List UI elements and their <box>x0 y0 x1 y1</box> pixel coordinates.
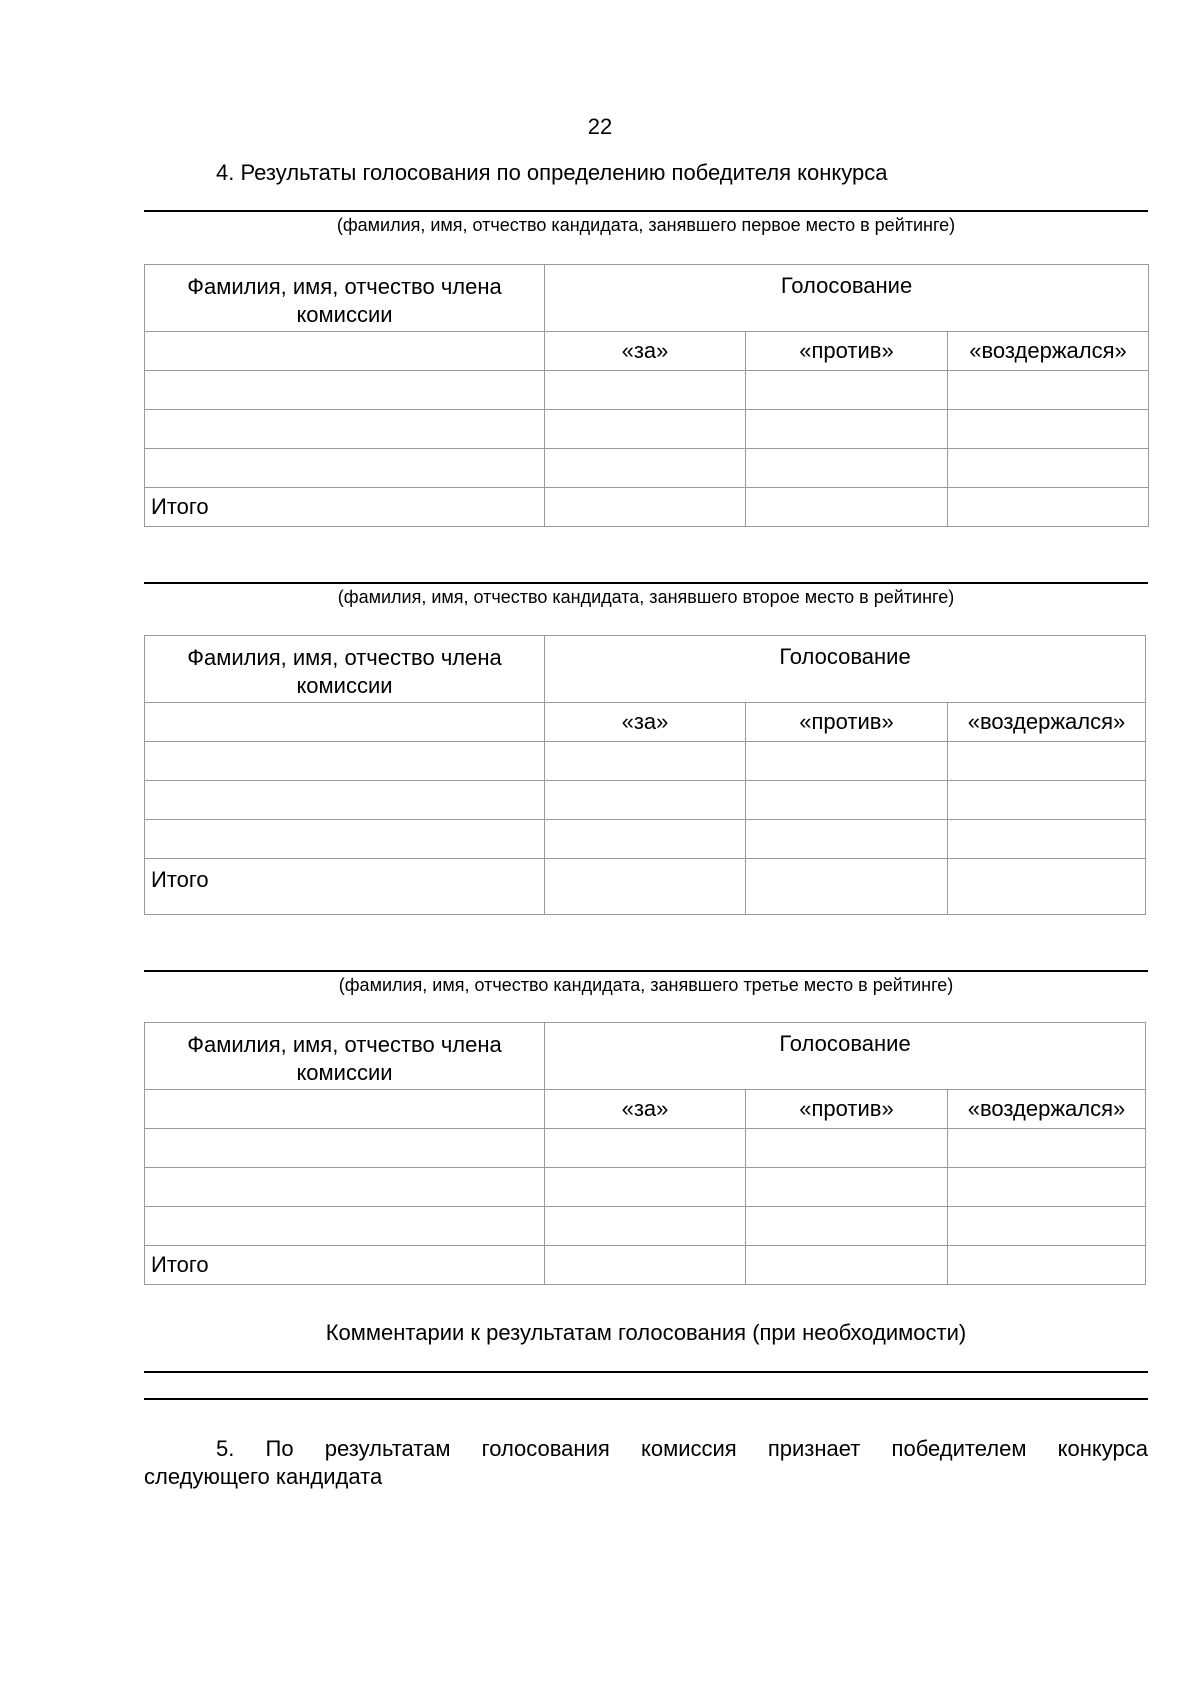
section-5-line-1: 5. По результатам голосования комиссия признает победителем конкурса <box>216 1436 1148 1461</box>
table-row <box>145 1168 1146 1207</box>
comments-title: Комментарии к результатам голосования (при необходимости) <box>325 1320 967 1345</box>
vote-for-header: «за» <box>545 1090 746 1129</box>
candidate-2-name-line <box>144 582 1148 584</box>
vote-for-header: «за» <box>545 703 746 742</box>
section-4-title: 4. Результаты голосования по определению победителя конкурса <box>216 160 888 185</box>
candidate-3-name-line <box>144 970 1148 972</box>
total-row-label: Итого <box>145 859 545 915</box>
table-cell <box>145 703 545 742</box>
voting-header: Голосование <box>545 1023 1146 1090</box>
comments-line-1 <box>144 1371 1148 1373</box>
voting-table-1 <box>144 264 1149 527</box>
voting-table-3 <box>144 1022 1146 1285</box>
vote-against-header: «против» <box>746 1090 948 1129</box>
total-row-label: Итого <box>145 488 545 527</box>
vote-abstained-header: «воздержался» <box>948 703 1146 742</box>
table-row <box>145 410 1149 449</box>
table-cell <box>145 332 545 371</box>
table-row <box>145 781 1146 820</box>
voting-table-2 <box>144 635 1146 915</box>
candidate-3-caption: (фамилия, имя, отчество кандидата, занявшего третье место в рейтинге) <box>338 975 954 995</box>
table-cell <box>145 1090 545 1129</box>
member-name-header: Фамилия, имя, отчество члена комиссии <box>145 636 545 703</box>
table-row <box>145 1207 1146 1246</box>
table-row <box>145 742 1146 781</box>
page-number: 22 <box>587 114 613 139</box>
section-5-paragraph <box>144 1435 1148 1491</box>
comments-line-2 <box>144 1398 1148 1400</box>
member-name-header: Фамилия, имя, отчество члена комиссии <box>145 1023 545 1090</box>
vote-abstained-header: «воздержался» <box>948 1090 1146 1129</box>
candidate-2-caption: (фамилия, имя, отчество кандидата, занявшего второе место в рейтинге) <box>337 587 955 607</box>
voting-header: Голосование <box>545 636 1146 703</box>
table-row <box>145 371 1149 410</box>
table-row <box>145 1129 1146 1168</box>
vote-for-header: «за» <box>545 332 746 371</box>
voting-header: Голосование <box>545 265 1149 332</box>
candidate-1-caption: (фамилия, имя, отчество кандидата, занявшего первое место в рейтинге) <box>336 215 956 235</box>
table-row <box>145 449 1149 488</box>
section-5-line-2: следующего кандидата <box>144 1464 383 1489</box>
table-row <box>145 820 1146 859</box>
total-row-label: Итого <box>145 1246 545 1285</box>
candidate-1-name-line <box>144 210 1148 212</box>
vote-abstained-header: «воздержался» <box>948 332 1149 371</box>
vote-against-header: «против» <box>746 332 948 371</box>
vote-against-header: «против» <box>746 703 948 742</box>
member-name-header: Фамилия, имя, отчество члена комиссии <box>145 265 545 332</box>
